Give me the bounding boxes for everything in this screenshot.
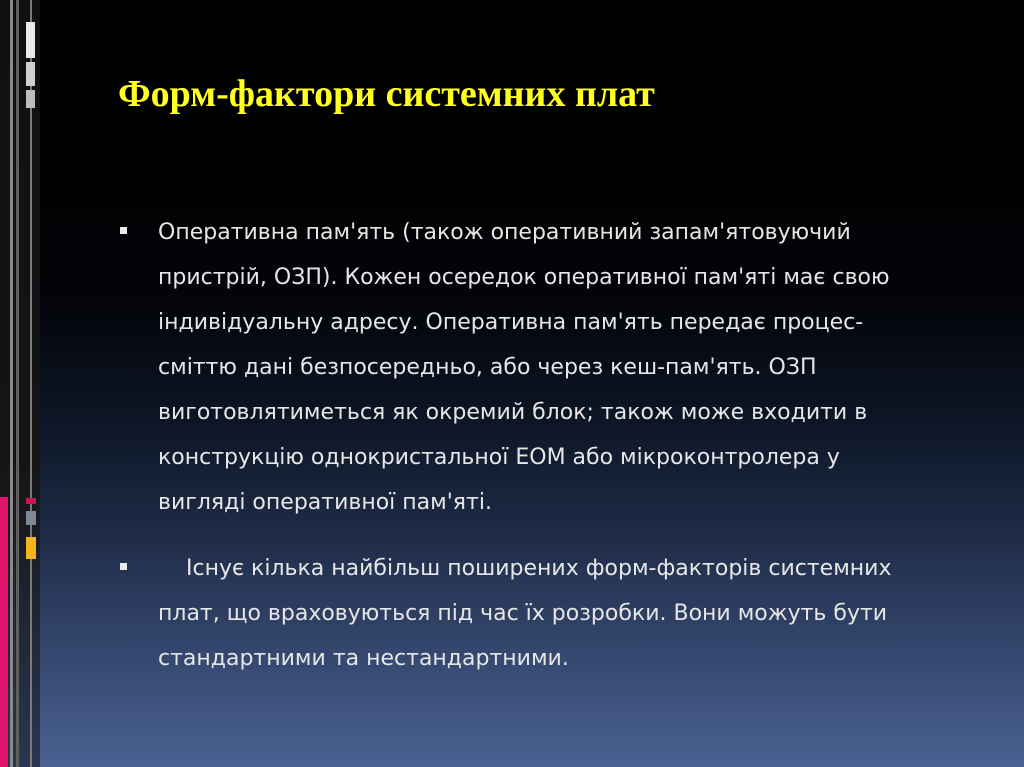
bullet-text: Існує кілька найбільш поширених форм-факторів системних плат, що враховуються під час їх розробки. Вони можуть бути стандартними та нестандартними. [158, 556, 892, 671]
slide-title: Форм-фактори системних плат [118, 73, 655, 115]
square-bullet-icon [120, 227, 127, 234]
list-item [120, 546, 920, 681]
pink-accent-bar [0, 497, 8, 767]
strip-line [30, 0, 32, 767]
left-decorative-strip [0, 0, 40, 767]
decorative-block [26, 62, 35, 86]
list-item [120, 210, 920, 525]
strip-line [16, 0, 19, 767]
square-bullet-icon [120, 563, 127, 570]
decorative-square [26, 511, 36, 525]
bullet-text: Оперативна пам'ять (також оперативний запам'ятовуючий пристрій, ОЗП). Кожен осередок оперативної пам'яті має свою індивідуальну адресу. Оперативна пам'ять передає процес-сміттю дані безпосередньо, або через кеш-пам'ять. ОЗП виготовлятиметься як окремий блок; також може входити в конструкцію однокристальної ЕОМ або мікроконтролера у вигляді оперативної пам'яті. [158, 220, 890, 515]
strip-line [10, 0, 13, 767]
decorative-square [26, 537, 36, 559]
decorative-block [26, 90, 35, 108]
decorative-square [26, 498, 36, 504]
decorative-block [26, 22, 35, 58]
bullet-list [120, 210, 920, 702]
